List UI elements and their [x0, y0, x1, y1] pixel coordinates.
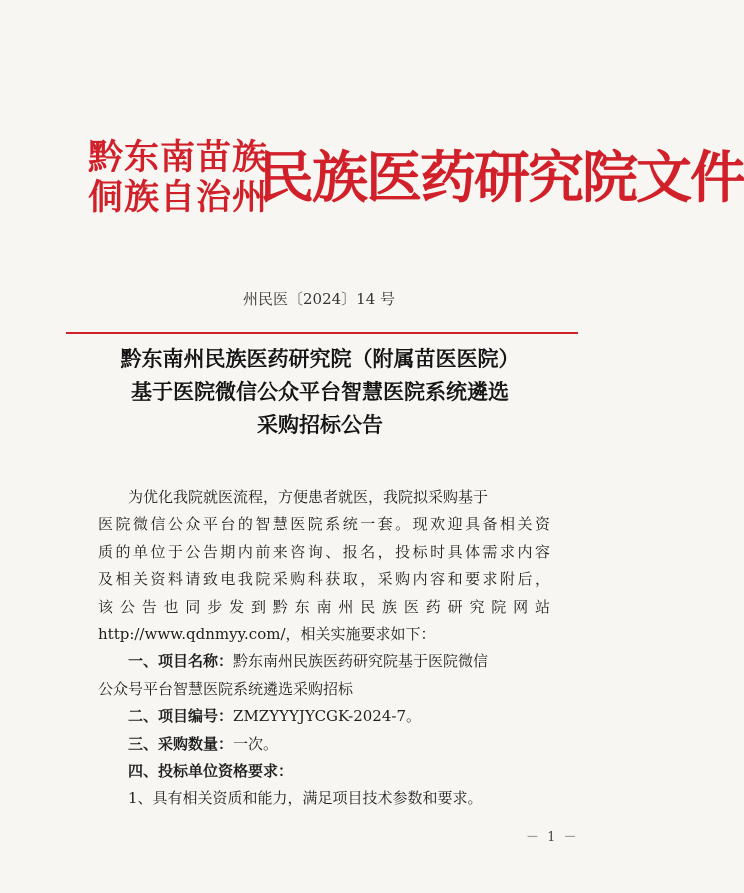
item-heading: 三、采购数量： — [128, 734, 234, 753]
issuer-line-2: 侗族自治州 — [88, 177, 269, 218]
title-line-2: 基于医院微信公众平台智慧医院系统遴选 — [131, 379, 509, 404]
document-number: 州民医〔2024〕14 号 — [242, 290, 396, 308]
paragraph-line: 及相关资料请致电我院采购科获取，采购内容和要求附后， — [98, 570, 550, 589]
title-line-3: 采购招标公告 — [257, 412, 383, 437]
announcement-title — [40, 342, 600, 441]
page-number: － 1 － — [526, 830, 579, 845]
qualification-sub-1: 1、具有相关资质和能力，满足项目技术参数和要求。 — [128, 789, 483, 808]
paragraph-line: 为优化我院就医流程，方便患者就医，我院拟采购基于 — [128, 488, 489, 506]
item-project-number — [98, 703, 550, 730]
item-heading: 一、项目名称： — [128, 652, 234, 671]
item-quantity — [98, 731, 550, 758]
website-line: http://www.qdnmyy.com/，相关实施要求如下： — [98, 625, 436, 644]
red-divider — [66, 332, 578, 334]
item-value: ZMZYYYJYCGK-2024-7。 — [233, 707, 422, 726]
item-value: 黔东南州民族医药研究院基于医院微信 — [233, 652, 489, 671]
item-value-continued: 公众号平台智慧医院系统遴选采购招标 — [98, 679, 354, 698]
issuer-prefix — [88, 138, 268, 218]
issuer-main-title: 民族医药研究院文件 — [258, 145, 744, 211]
item-heading: 四、投标单位资格要求： — [128, 762, 294, 781]
paragraph-line: 质的单位于公告期内前来咨询、报名，投标时具体需求内容 — [98, 542, 550, 561]
body-text — [98, 484, 550, 813]
item-qualification — [98, 758, 550, 785]
paragraph-line: 医院微信公众平台的智慧医院系统一套。现欢迎具备相关资 — [98, 515, 550, 534]
item-value: 一次。 — [233, 734, 279, 753]
item-heading: 二、项目编号： — [128, 707, 234, 726]
issuer-line-1: 黔东南苗族 — [88, 137, 269, 178]
title-line-1: 黔东南州民族医药研究院（附属苗医医院） — [120, 346, 520, 371]
paragraph-line: 该公告也同步发到黔东南州民族医药研究院网站 — [98, 597, 550, 616]
item-project-name — [98, 648, 550, 675]
